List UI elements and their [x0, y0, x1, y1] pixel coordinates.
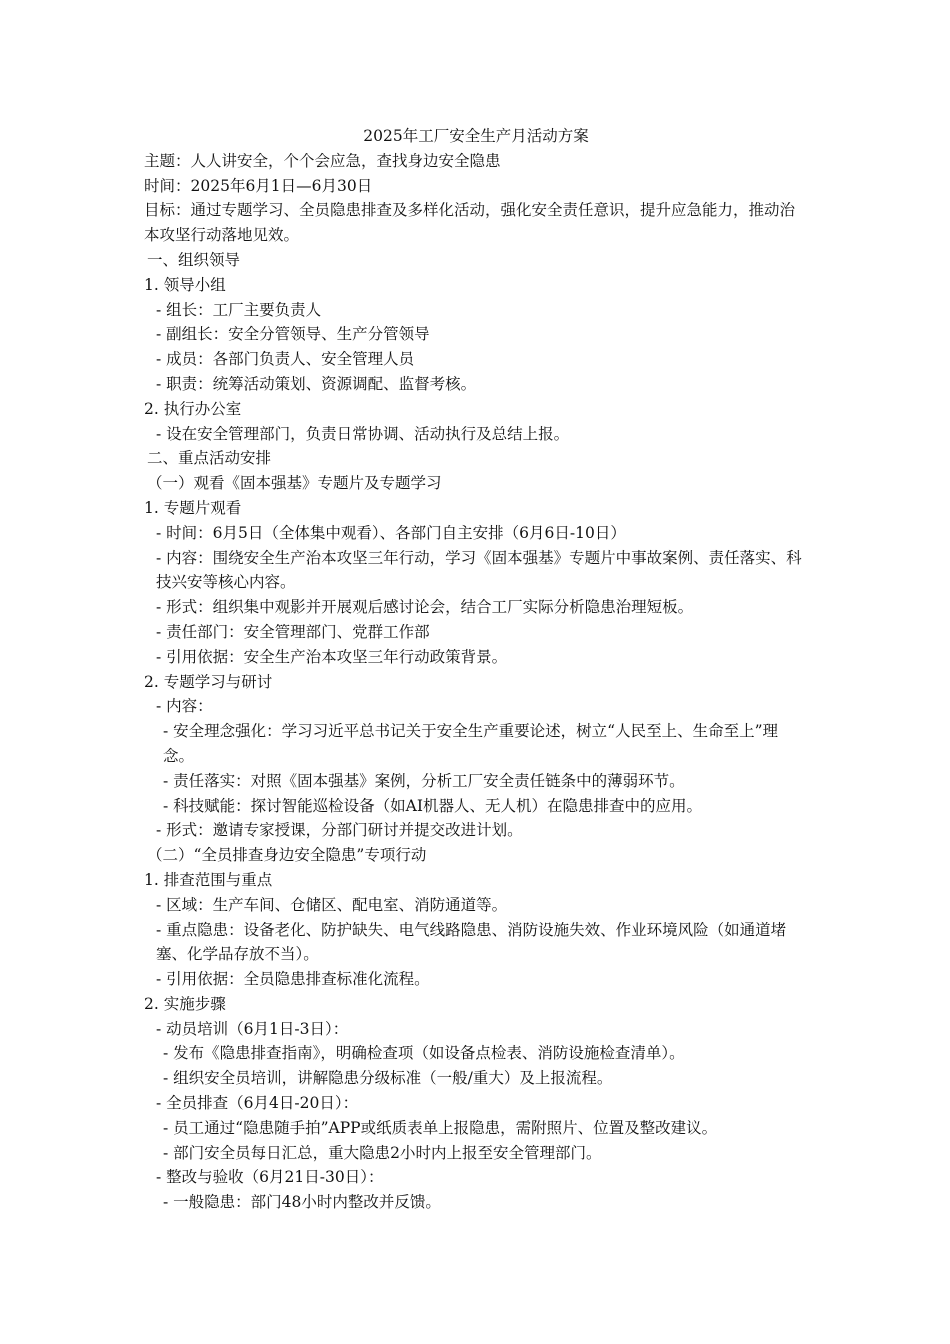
text-line: 时间：2025年6月1日—6月30日 [144, 176, 373, 195]
text-line: - 设在安全管理部门，负责日常协调、活动执行及总结上报。 [156, 424, 570, 443]
text-line: - 职责：统筹活动策划、资源调配、监督考核。 [156, 374, 477, 393]
document-lines [144, 149, 808, 1215]
text-line: （二）“全员排查身边安全隐患”专项行动 [147, 846, 427, 865]
document-body [144, 124, 808, 1215]
text-line: - 引用依据：全员隐患排查标准化流程。 [156, 970, 430, 989]
text-line: - 形式：邀请专家授课，分部门研讨并提交改进计划。 [156, 821, 523, 840]
text-line: - 员工通过“隐患随手拍”APP或纸质表单上报隐患，需附照片、位置及整改建议。 [163, 1118, 718, 1137]
text-line: 目标：通过专题学习、全员隐患排查及多样化活动，强化安全责任意识，提升应急能力，推动治本攻坚行动落地见效。 [144, 201, 796, 245]
text-line: - 组长：工厂主要负责人 [156, 300, 322, 319]
text-line: - 成员：各部门负责人、安全管理人员 [156, 350, 415, 369]
text-line: 2. 执行办公室 [144, 399, 242, 418]
text-line: 一、组织领导 [147, 250, 241, 269]
text-line: - 组织安全员培训，讲解隐患分级标准（一般/重大）及上报流程。 [163, 1069, 613, 1088]
text-line: - 重点隐患：设备老化、防护缺失、电气线路隐患、消防设施失效、作业环境风险（如通道堵塞、化学品存放不当）。 [156, 920, 787, 964]
text-line: - 形式：组织集中观影并开展观后感讨论会，结合工厂实际分析隐患治理短板。 [156, 598, 694, 617]
text-line: - 内容： [156, 697, 213, 716]
text-line: - 动员培训（6月1日-3日）： [156, 1019, 349, 1038]
text-line: - 一般隐患：部门48小时内整改并反馈。 [163, 1193, 441, 1212]
text-line: - 副组长：安全分管领导、生产分管领导 [156, 325, 430, 344]
text-line: 2. 专题学习与研讨 [144, 672, 273, 691]
document-title: 2025年工厂安全生产月活动方案 [363, 127, 589, 145]
text-line: （一）观看《固本强基》专题片及专题学习 [147, 474, 442, 493]
text-line: 1. 排查范围与重点 [144, 870, 273, 889]
text-line: - 内容：围绕安全生产治本攻坚三年行动，学习《固本强基》专题片中事故案例、责任落实、科技兴安等核心内容。 [156, 548, 802, 592]
text-line: 二、重点活动安排 [147, 449, 272, 468]
text-line: - 整改与验收（6月21日-30日）： [156, 1168, 384, 1187]
text-line: - 责任落实：对照《固本强基》案例，分析工厂安全责任链条中的薄弱环节。 [163, 771, 685, 790]
text-line: - 引用依据：安全生产治本攻坚三年行动政策背景。 [156, 647, 508, 666]
text-line: - 时间：6月5日（全体集中观看）、各部门自主安排（6月6日-10日） [156, 523, 626, 542]
text-line: 1. 领导小组 [144, 275, 226, 294]
text-line: - 部门安全员每日汇总，重大隐患2小时内上报至安全管理部门。 [163, 1143, 602, 1162]
text-line: - 责任部门：安全管理部门、党群工作部 [156, 622, 430, 641]
text-line: - 区域：生产车间、仓储区、配电室、消防通道等。 [156, 895, 508, 914]
text-line: - 安全理念强化：学习习近平总书记关于安全生产重要论述，树立“人民至上、生命至上”理念。 [163, 722, 779, 765]
text-line: 1. 专题片观看 [144, 498, 242, 517]
text-line: - 发布《隐患排查指南》，明确检查项（如设备点检表、消防设施检查清单）。 [163, 1044, 685, 1063]
text-line: 主题：人人讲安全，个个会应急，查找身边安全隐患 [144, 151, 501, 170]
text-line: - 全员排查（6月4日-20日）： [156, 1094, 359, 1113]
text-line: 2. 实施步骤 [144, 994, 226, 1013]
text-line: - 科技赋能：探讨智能巡检设备（如AI机器人、无人机）在隐患排查中的应用。 [163, 796, 702, 815]
